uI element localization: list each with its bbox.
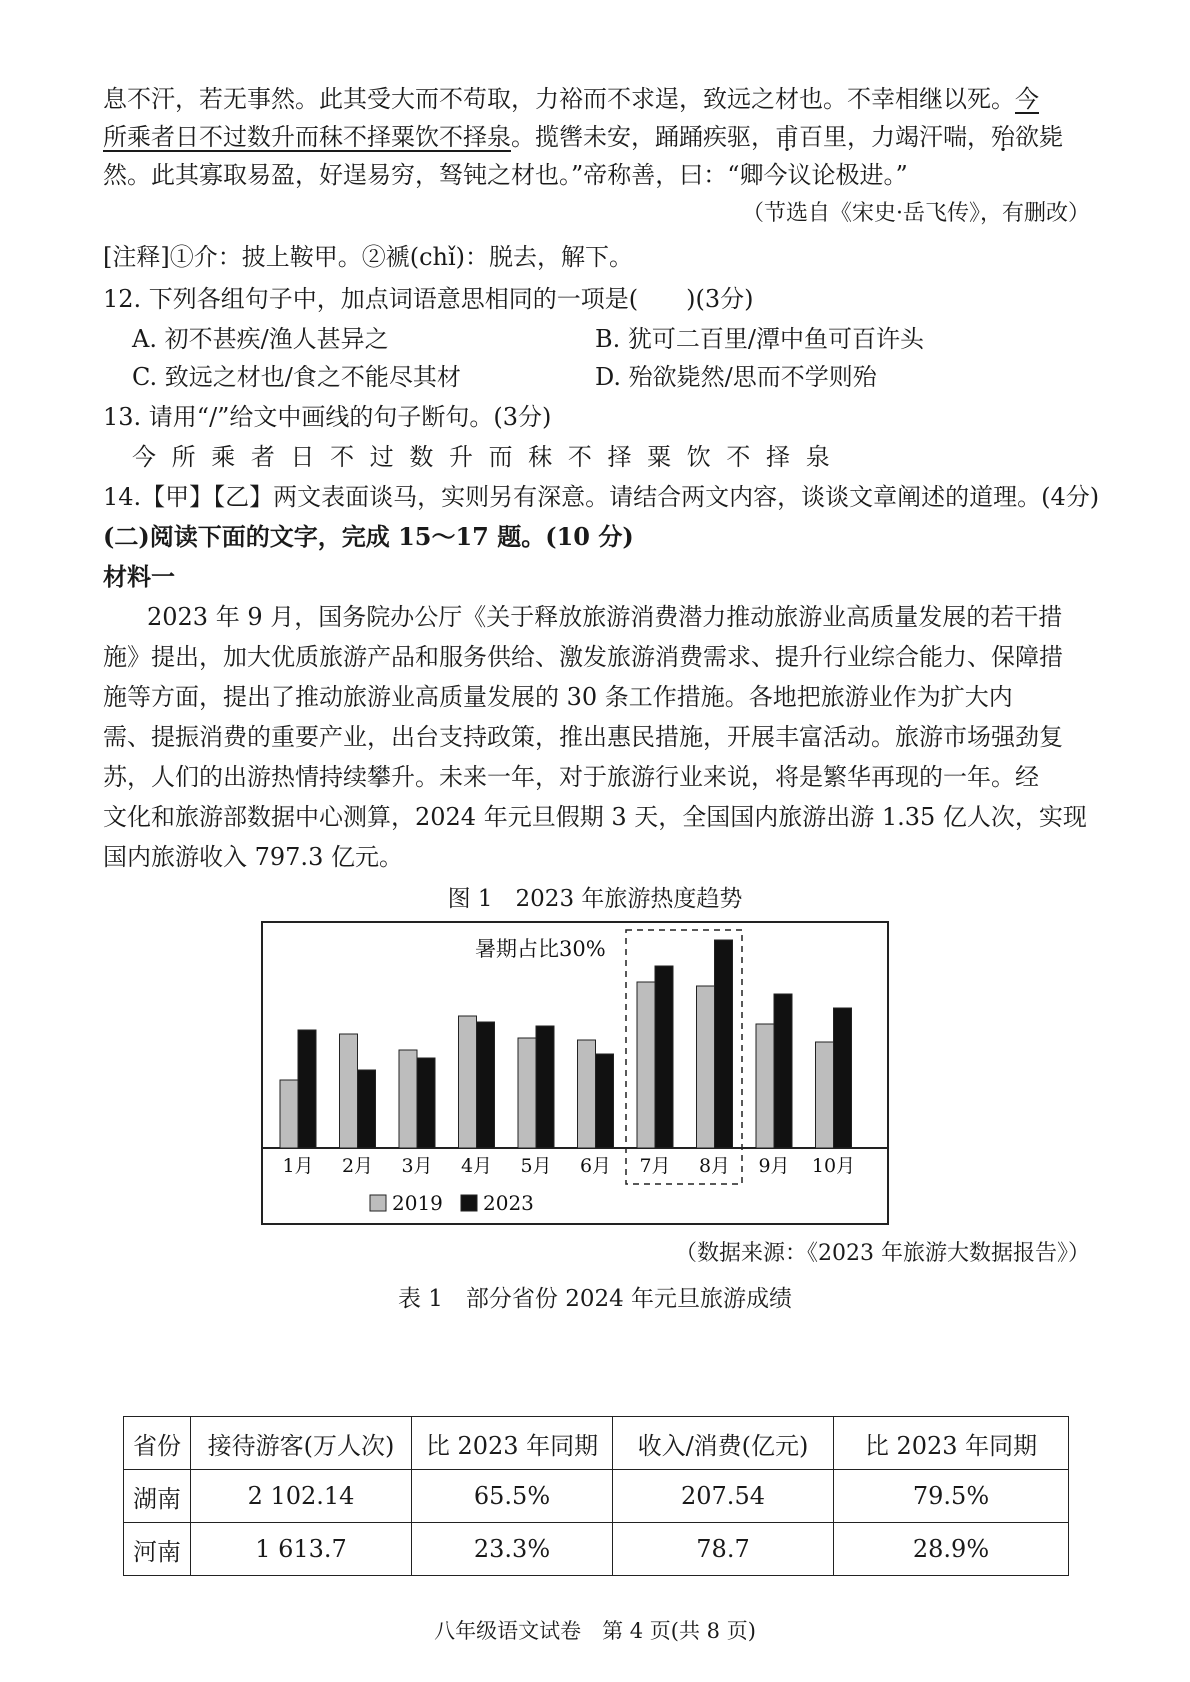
passage-line-1: 息不汗，若无事然。此其受大而不苟取，力裕而不求逞，致远之材也。不幸相继以死。今 [103, 85, 1039, 113]
table-cell: 湖南 [124, 1470, 191, 1523]
bar-2023-2 [358, 1070, 376, 1148]
table-cell: 207.54 [613, 1470, 834, 1523]
x-tick-label: 5月 [520, 1155, 552, 1177]
table-row [124, 1523, 1069, 1576]
q12-stem: 12. 下列各组句子中，加点词语意思相同的一项是( )(3分) [103, 285, 754, 313]
tourism-table [123, 1416, 1069, 1576]
bar-2019-5 [518, 1038, 536, 1148]
material-1-line: 施》提出，加大优质旅游产品和服务供给、激发旅游消费需求、提升行业综合能力、保障措 [103, 643, 1063, 671]
passage-line-2: 所乘者日不过数升而秣不择粟饮不择泉。揽辔未安，踊踊疾驱，甫百里，力竭汗喘，殆欲毙 [103, 123, 1063, 151]
bar-2019-10 [816, 1042, 834, 1148]
material-1-line: 苏，人们的出游热情持续攀升。未来一年，对于旅游行业来说，将是繁华再现的一年。经 [103, 763, 1039, 791]
table-cell: 78.7 [613, 1523, 834, 1576]
x-tick-label: 10月 [811, 1155, 856, 1177]
bar-2019-8 [697, 986, 715, 1148]
underlined-sentence: 所乘者日不过数升而秣不择粟饮不择泉 [103, 123, 511, 151]
table-cell: 28.9% [834, 1523, 1069, 1576]
bar-2023-4 [477, 1022, 495, 1148]
table-header-cell: 比 2023 年同期 [412, 1417, 613, 1470]
bar-2023-6 [596, 1054, 614, 1148]
x-tick-label: 2月 [341, 1155, 374, 1177]
legend-swatch-2019 [370, 1195, 386, 1211]
bar-2023-9 [774, 994, 792, 1148]
table-row [124, 1470, 1069, 1523]
x-tick-label: 1月 [282, 1155, 314, 1177]
bar-2019-9 [756, 1024, 774, 1148]
bar-2023-1 [298, 1030, 316, 1148]
table-cell: 79.5% [834, 1470, 1069, 1523]
q12-option-c: C. 致远之材也/食之不能尽其材 [132, 363, 461, 391]
table-caption: 表 1 部分省份 2024 年元旦旅游成绩 [397, 1286, 793, 1312]
q13-sentence: 今 所 乘 者 日 不 过 数 升 而 秣 不 择 粟 饮 不 择 泉 [132, 443, 834, 471]
passage-source: （节选自《宋史·岳飞传》，有删改） [742, 201, 1090, 226]
table-cell: 1 613.7 [191, 1523, 412, 1576]
x-tick-label: 9月 [758, 1155, 790, 1177]
bar-2019-7 [637, 982, 655, 1148]
notes: [注释]①介：披上鞍甲。②褫(chǐ)：脱去，解下。 [103, 243, 634, 271]
x-tick-label: 3月 [401, 1155, 433, 1177]
bar-2019-3 [399, 1050, 417, 1148]
bar-2019-1 [280, 1080, 298, 1148]
q12-option-b: B. 犹可二百里/潭中鱼可百许头 [595, 325, 924, 353]
x-tick-label: 8月 [698, 1155, 731, 1177]
material-1-line: 2023 年 9 月，国务院办公厅《关于释放旅游消费潜力推动旅游业高质量发展的若干措 [147, 603, 1063, 631]
table-header-cell: 比 2023 年同期 [834, 1417, 1069, 1470]
bar-2023-5 [536, 1026, 554, 1148]
legend-swatch-2023 [461, 1195, 477, 1211]
figure-caption: 图 1 2023 年旅游热度趋势 [447, 886, 743, 912]
x-tick-label: 7月 [639, 1155, 671, 1177]
legend-label-2023: 2023 [483, 1191, 534, 1215]
bar-2019-6 [578, 1040, 596, 1148]
table-header-cell: 接待游客(万人次) [191, 1417, 412, 1470]
material-1-line: 施等方面，提出了推动旅游业高质量发展的 30 条工作措施。各地把旅游业作为扩大内 [103, 683, 1013, 711]
bar-2023-3 [417, 1058, 435, 1148]
material-1-line: 国内旅游收入 797.3 亿元。 [103, 843, 403, 871]
material-1-title: 材料一 [103, 562, 175, 591]
material-1-line: 文化和旅游部数据中心测算，2024 年元旦假期 3 天，全国国内旅游出游 1.35 亿人次，实现 [103, 803, 1087, 831]
table-cell: 23.3% [412, 1523, 613, 1576]
material-1-line: 需、提振消费的重要产业，出台支持政策，推出惠民措施，开展丰富活动。旅游市场强劲复 [103, 723, 1063, 751]
table-cell: 河南 [124, 1523, 191, 1576]
x-tick-label: 6月 [579, 1155, 612, 1177]
table-header-cell: 省份 [124, 1417, 191, 1470]
chart-source: （数据来源：《2023 年旅游大数据报告》） [675, 1241, 1090, 1266]
table-cell: 65.5% [412, 1470, 613, 1523]
legend-label-2019: 2019 [392, 1191, 443, 1215]
q14-stem: 14.【甲】【乙】两文表面谈马，实则另有深意。请结合两文内容，谈谈文章阐述的道理。(4分) [103, 483, 1100, 511]
bar-2019-4 [459, 1016, 477, 1148]
bar-2019-2 [340, 1034, 358, 1148]
q12-option-a: A. 初不甚疾/渔人甚异之 [132, 325, 389, 353]
table-header-row [124, 1417, 1069, 1470]
section-2-heading: (二)阅读下面的文字，完成 15～17 题。(10 分) [103, 522, 634, 551]
bar-2023-8 [715, 940, 733, 1148]
bar-2023-7 [655, 966, 673, 1148]
x-tick-label: 4月 [460, 1155, 493, 1177]
chart-annotation: 暑期占比30% [475, 937, 606, 961]
q13-stem: 13. 请用“/”给文中画线的句子断句。(3分) [103, 403, 552, 431]
page-footer: 八年级语文试卷 第 4 页(共 8 页) [434, 1619, 756, 1643]
q12-option-d: D. 殆欲毙然/思而不学则殆 [595, 363, 877, 391]
bar-2023-10 [834, 1008, 852, 1148]
table-cell: 2 102.14 [191, 1470, 412, 1523]
table-header-cell: 收入/消费(亿元) [613, 1417, 834, 1470]
passage-line-3: 然。此其寡取易盈，好逞易穷，驽钝之材也。”帝称善，曰：“卿今议论极进。” [103, 161, 908, 189]
